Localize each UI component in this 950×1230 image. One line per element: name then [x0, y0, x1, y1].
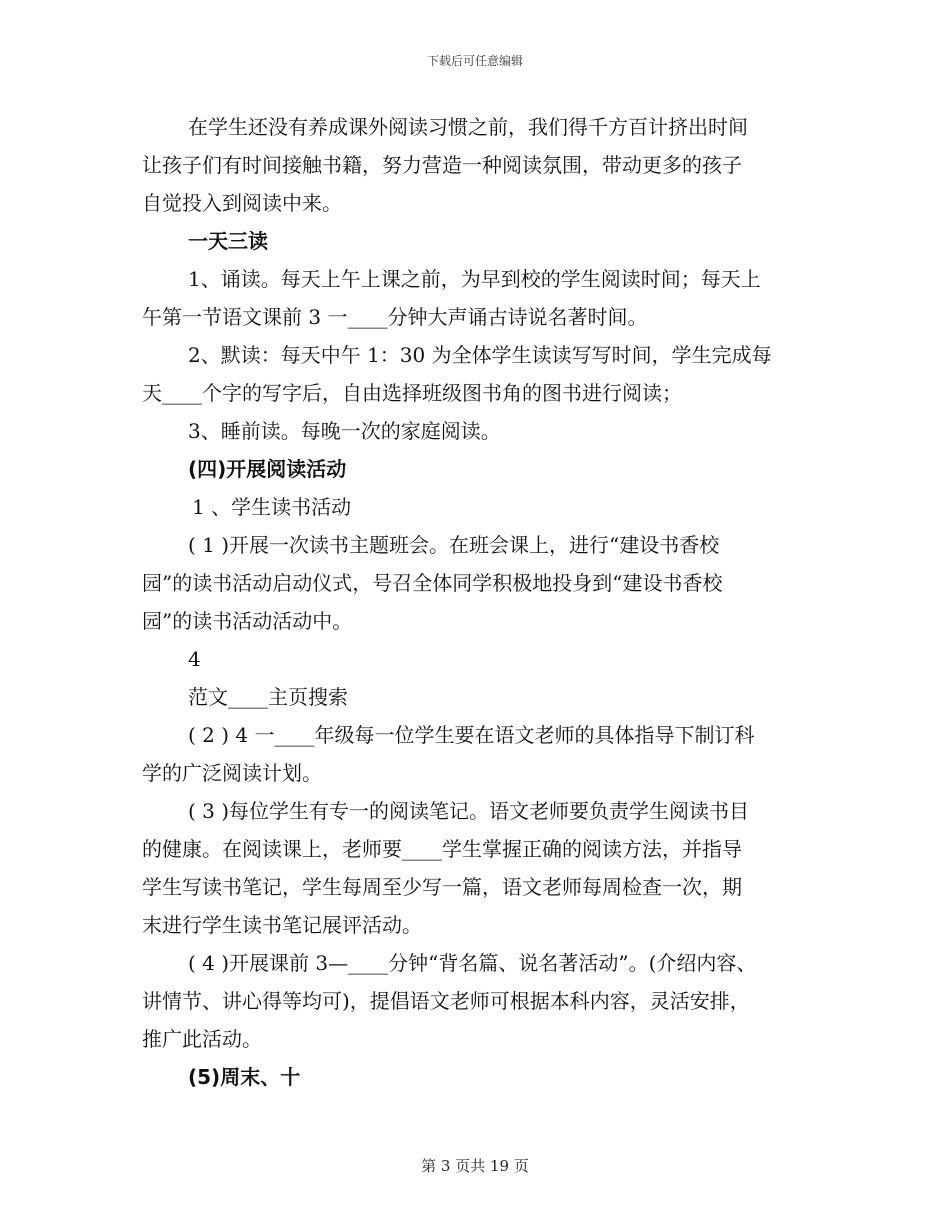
paragraph-line: 午第一节语文课前 3 一____分钟大声诵古诗说名著时间。 — [142, 305, 648, 329]
paragraph-line: ( 2 ) 4 一____年级每一位学生要在语文老师的具体指导下制订科 — [188, 723, 755, 747]
document-body — [142, 108, 812, 1096]
paragraph-line: 2、默读：每天中午 1：30 为全体学生读读写写时间，学生完成每 — [188, 343, 772, 367]
paragraph-line: 让孩子们有时间接触书籍，努力营造一种阅读氛围，带动更多的孩子 — [142, 153, 742, 177]
paragraph-line: 1 、学生读书活动 — [192, 495, 352, 519]
paragraph-line: 1、诵读。每天上午上课之前，为早到校的学生阅读时间；每天上 — [188, 267, 761, 291]
paragraph-line: ( 4 )开展课前 3—____分钟“背名篇、说名著活动”。(介绍内容、 — [188, 951, 757, 975]
paragraph-line: 学的广泛阅读计划。 — [142, 761, 322, 785]
paragraph-line: 自觉投入到阅读中来。 — [142, 191, 342, 215]
paragraph-line: 园”的读书活动启动仪式，号召全体同学积极地投身到“建设书香校 — [142, 571, 723, 595]
paragraph-line: 末进行学生读书笔记展评活动。 — [142, 913, 422, 937]
paragraph-line: 天____个字的写字后，自由选择班级图书角的图书进行阅读； — [142, 381, 682, 405]
paragraph-line: (5)周末、十 — [188, 1065, 301, 1089]
paragraph-line: 学生写读书笔记，学生每周至少写一篇，语文老师每周检查一次，期 — [142, 875, 742, 899]
paragraph-line: 园”的读书活动活动中。 — [142, 609, 353, 633]
paragraph-line: 3、睡前读。每晚一次的家庭阅读。 — [188, 419, 501, 443]
section-heading: (四)开展阅读活动 — [188, 457, 347, 481]
paragraph-line: 讲情节、讲心得等均可)，提倡语文老师可根据本科内容，灵活安排， — [142, 989, 750, 1013]
paragraph-line: ( 3 )每位学生有专一的阅读笔记。语文老师要负责学生阅读书目 — [188, 799, 750, 823]
paragraph-line: ( 1 )开展一次读书主题班会。在班会课上，进行“建设书香校 — [188, 533, 720, 557]
page-footer: 第 3 页共 19 页 — [421, 1157, 529, 1175]
page-header: 下载后可任意编辑 — [426, 54, 523, 68]
paragraph-line: 推广此活动。 — [142, 1027, 262, 1051]
page-number-marker: 4 — [188, 647, 201, 671]
paragraph-line: 范文____主页搜索 — [188, 685, 348, 709]
paragraph-line: 的健康。在阅读课上，老师要____学生掌握正确的阅读方法，并指导 — [142, 837, 742, 861]
paragraph-line: 在学生还没有养成课外阅读习惯之前，我们得千方百计挤出时间 — [188, 115, 748, 139]
section-heading: 一天三读 — [188, 229, 268, 253]
